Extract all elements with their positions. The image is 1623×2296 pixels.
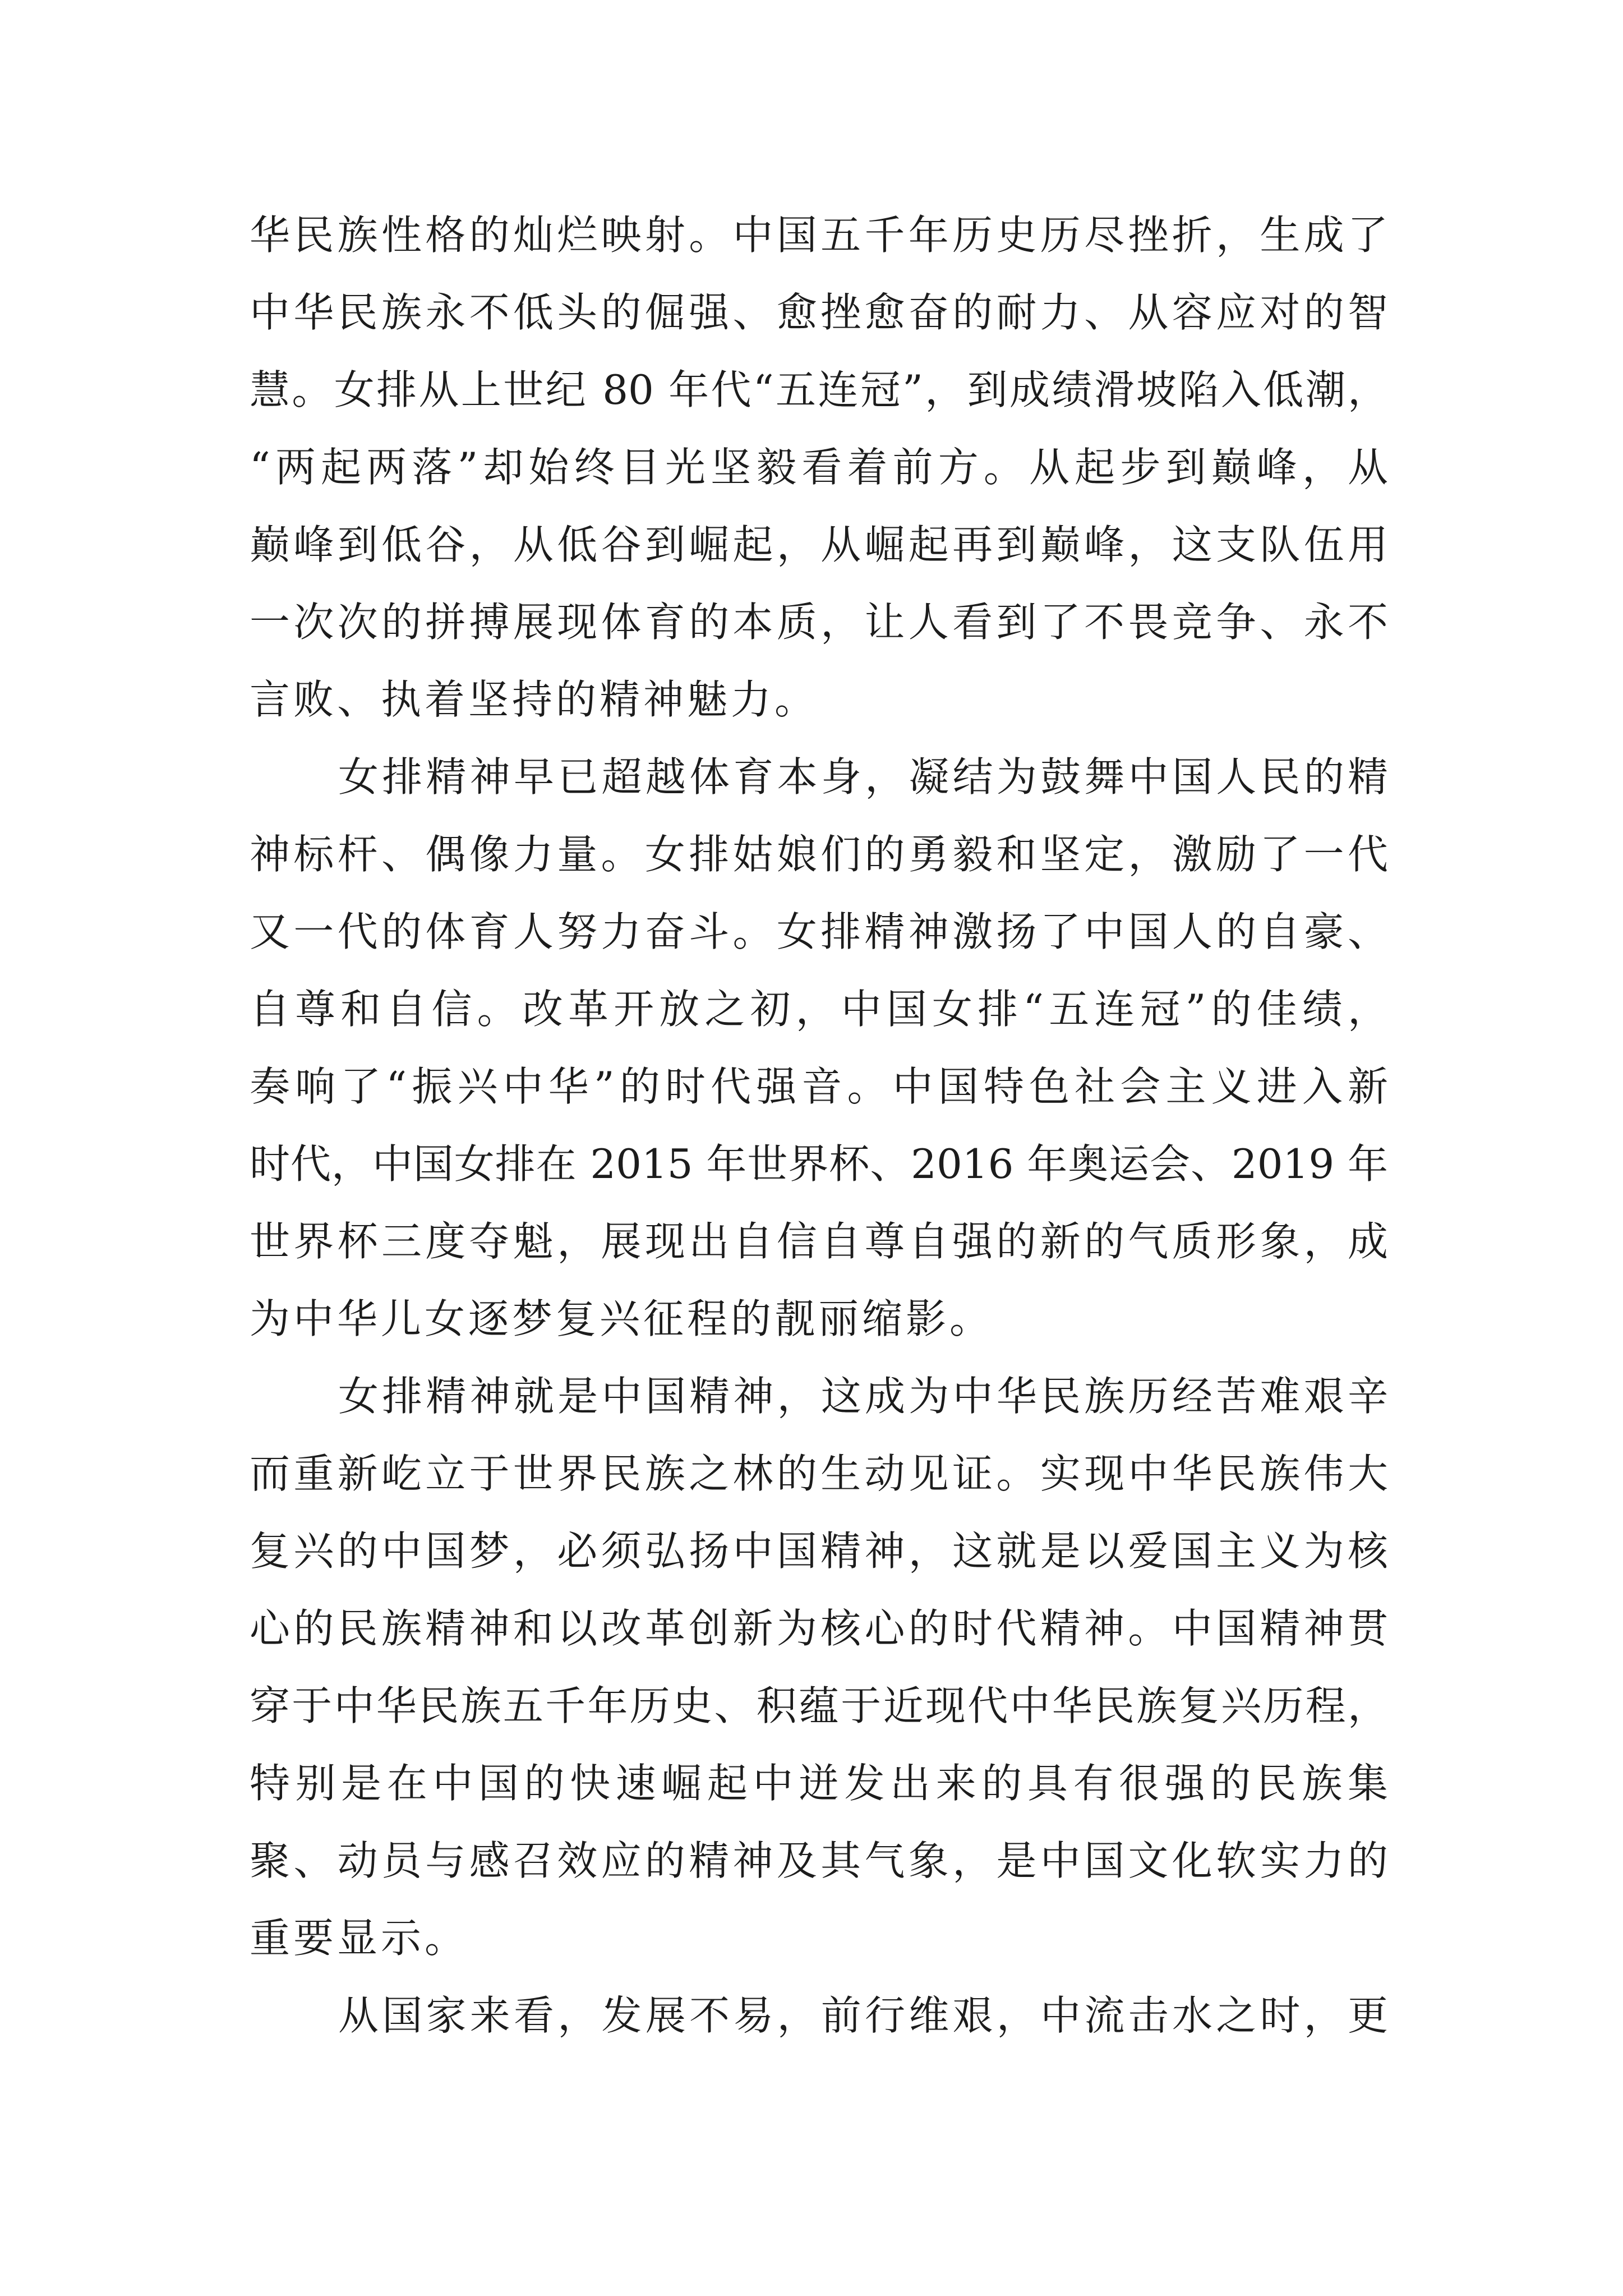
text-line: 言败、执着坚持的精神魅力。 [250,676,819,723]
text-line: 女排精神就是中国精神，这成为中华民族历经苦难艰辛 [338,1373,1388,1420]
text-line: 重要显示。 [250,1915,469,1962]
text-line: 时代，中国女排在 2015 年世界杯、2016 年奥运会、2019 年 [250,1140,1388,1188]
paragraph-4 [250,1977,1388,2054]
text-line: 聚、动员与感召效应的精神及其气象，是中国文化软实力的 [250,1837,1388,1884]
paragraph-2 [250,738,1388,1358]
text-line: 为中华儿女逐梦复兴征程的靓丽缩影。 [250,1295,994,1342]
text-line: 特别是在中国的快速崛起中迸发出来的具有很强的民族集 [250,1760,1388,1807]
text-line: 一次次的拼搏展现体育的本质，让人看到了不畏竞争、永不 [250,599,1388,646]
text-line: 从国家来看，发展不易，前行维艰，中流击水之时，更 [338,1992,1388,2039]
text-line: 世界杯三度夺魁，展现出自信自尊自强的新的气质形象，成 [250,1218,1388,1265]
paragraph-1 [250,196,1388,738]
text-line: 巅峰到低谷，从低谷到崛起，从崛起再到巅峰，这支队伍用 [250,521,1388,568]
text-line: 中华民族永不低头的倔强、愈挫愈奋的耐力、从容应对的智 [250,289,1388,336]
paragraph-3 [250,1358,1388,1977]
text-line: 慧。女排从上世纪 80 年代“五连冠”，到成绩滑坡陷入低潮， [250,366,1388,413]
text-line: 自尊和自信。改革开放之初，中国女排“五连冠”的佳绩， [250,986,1388,1033]
text-line: “两起两落”却始终目光坚毅看着前方。从起步到巅峰，从 [250,444,1388,491]
text-line: 复兴的中国梦，必须弘扬中国精神，这就是以爱国主义为核 [250,1527,1388,1575]
text-line: 奏响了“振兴中华”的时代强音。中国特色社会主义进入新 [250,1063,1388,1110]
text-line: 女排精神早已超越体育本身，凝结为鼓舞中国人民的精 [338,753,1388,800]
text-line: 华民族性格的灿烂映射。中国五千年历史历尽挫折，生成了 [250,211,1388,259]
text-line: 又一代的体育人努力奋斗。女排精神激扬了中国人的自豪、 [250,908,1388,955]
text-line: 神标杆、偶像力量。女排姑娘们的勇毅和坚定，激励了一代 [250,831,1388,878]
text-line: 而重新屹立于世界民族之林的生动见证。实现中华民族伟大 [250,1450,1388,1497]
text-line: 心的民族精神和以改革创新为核心的时代精神。中国精神贯 [250,1605,1388,1652]
document-body [250,196,1388,2054]
text-line: 穿于中华民族五千年历史、积蕴于近现代中华民族复兴历程， [250,1682,1388,1729]
